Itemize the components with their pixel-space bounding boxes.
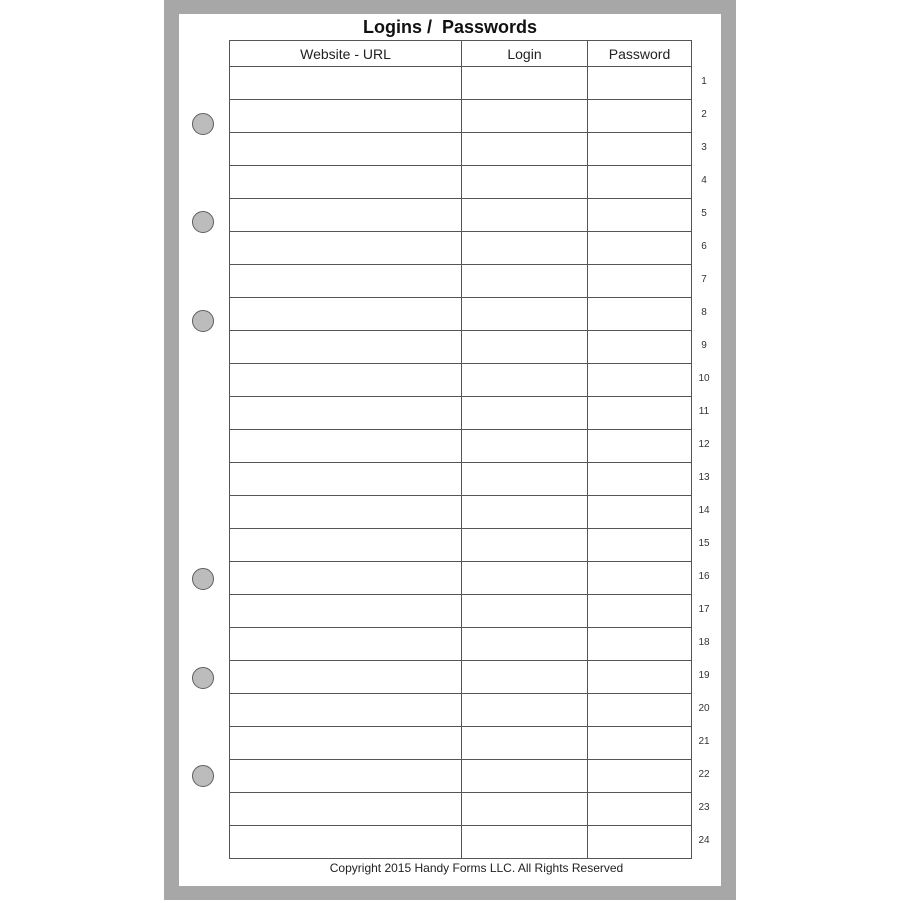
password-cell xyxy=(588,100,692,133)
website-cell xyxy=(230,826,462,859)
table-row xyxy=(230,298,692,331)
binder-hole xyxy=(192,113,214,135)
login-cell xyxy=(462,133,588,166)
login-cell xyxy=(462,826,588,859)
row-number: 13 xyxy=(698,472,710,483)
table-row xyxy=(230,562,692,595)
row-number: 5 xyxy=(701,208,707,219)
row-number: 23 xyxy=(698,802,710,813)
website-cell xyxy=(230,166,462,199)
login-cell xyxy=(462,232,588,265)
website-cell xyxy=(230,331,462,364)
row-number: 8 xyxy=(701,307,707,318)
row-number: 9 xyxy=(701,340,707,351)
password-cell xyxy=(588,430,692,463)
column-header-login: Login xyxy=(462,41,588,67)
table-row xyxy=(230,595,692,628)
password-cell xyxy=(588,661,692,694)
table-row xyxy=(230,496,692,529)
row-number: 7 xyxy=(701,274,707,285)
login-cell xyxy=(462,364,588,397)
website-cell xyxy=(230,100,462,133)
binder-hole xyxy=(192,765,214,787)
row-number: 2 xyxy=(701,109,707,120)
password-cell xyxy=(588,595,692,628)
table-row xyxy=(230,100,692,133)
table-row xyxy=(230,826,692,859)
login-cell xyxy=(462,430,588,463)
login-cell xyxy=(462,661,588,694)
website-cell xyxy=(230,496,462,529)
row-number: 22 xyxy=(698,769,710,780)
row-number: 20 xyxy=(698,703,710,714)
website-cell xyxy=(230,760,462,793)
row-number: 11 xyxy=(698,406,710,417)
row-number: 14 xyxy=(698,505,710,516)
password-cell xyxy=(588,628,692,661)
row-number: 3 xyxy=(701,142,707,153)
website-cell xyxy=(230,199,462,232)
binder-hole xyxy=(192,568,214,590)
website-cell xyxy=(230,133,462,166)
login-cell xyxy=(462,166,588,199)
website-cell xyxy=(230,67,462,100)
row-number: 21 xyxy=(698,736,710,747)
table-row xyxy=(230,331,692,364)
table-row xyxy=(230,661,692,694)
table-row xyxy=(230,364,692,397)
website-cell xyxy=(230,529,462,562)
password-cell xyxy=(588,562,692,595)
website-cell xyxy=(230,562,462,595)
row-number: 1 xyxy=(701,76,707,87)
binder-hole xyxy=(192,211,214,233)
login-cell xyxy=(462,331,588,364)
login-cell xyxy=(462,694,588,727)
website-cell xyxy=(230,793,462,826)
password-cell xyxy=(588,133,692,166)
login-cell xyxy=(462,100,588,133)
row-number: 16 xyxy=(698,571,710,582)
website-cell xyxy=(230,463,462,496)
website-cell xyxy=(230,595,462,628)
table-row xyxy=(230,265,692,298)
password-cell xyxy=(588,265,692,298)
table-row xyxy=(230,133,692,166)
binder-hole xyxy=(192,667,214,689)
password-cell xyxy=(588,760,692,793)
login-cell xyxy=(462,298,588,331)
table-row xyxy=(230,166,692,199)
login-cell xyxy=(462,67,588,100)
copyright-notice: Copyright 2015 Handy Forms LLC. All Rights Reserved xyxy=(329,861,624,875)
website-cell xyxy=(230,232,462,265)
row-number: 18 xyxy=(698,637,710,648)
table-row xyxy=(230,430,692,463)
website-cell xyxy=(230,298,462,331)
row-number: 17 xyxy=(698,604,710,615)
website-cell xyxy=(230,694,462,727)
password-cell xyxy=(588,397,692,430)
password-cell xyxy=(588,166,692,199)
table-row xyxy=(230,793,692,826)
column-header-website: Website - URL xyxy=(230,41,462,67)
table-row xyxy=(230,694,692,727)
website-cell xyxy=(230,661,462,694)
table-row xyxy=(230,529,692,562)
login-cell xyxy=(462,595,588,628)
password-cell xyxy=(588,232,692,265)
binder-hole xyxy=(192,310,214,332)
password-cell xyxy=(588,298,692,331)
login-password-table xyxy=(229,40,692,859)
login-cell xyxy=(462,199,588,232)
table-row xyxy=(230,232,692,265)
row-number: 19 xyxy=(698,670,710,681)
table-row xyxy=(230,199,692,232)
table-row xyxy=(230,727,692,760)
password-cell xyxy=(588,793,692,826)
login-cell xyxy=(462,529,588,562)
column-header-password: Password xyxy=(588,41,692,67)
table-row xyxy=(230,760,692,793)
login-cell xyxy=(462,793,588,826)
row-number: 6 xyxy=(701,241,707,252)
login-cell xyxy=(462,463,588,496)
password-cell xyxy=(588,694,692,727)
table-row xyxy=(230,397,692,430)
row-number: 15 xyxy=(698,538,710,549)
password-cell xyxy=(588,364,692,397)
login-cell xyxy=(462,397,588,430)
password-cell xyxy=(588,496,692,529)
password-cell xyxy=(588,67,692,100)
website-cell xyxy=(230,265,462,298)
login-cell xyxy=(462,727,588,760)
website-cell xyxy=(230,397,462,430)
login-cell xyxy=(462,265,588,298)
table-row xyxy=(230,67,692,100)
website-cell xyxy=(230,430,462,463)
password-cell xyxy=(588,199,692,232)
table-header-row xyxy=(230,41,692,67)
password-cell xyxy=(588,727,692,760)
table-row xyxy=(230,463,692,496)
table-row xyxy=(230,628,692,661)
form-title: Logins / Passwords xyxy=(362,17,538,37)
login-cell xyxy=(462,496,588,529)
website-cell xyxy=(230,727,462,760)
row-number: 10 xyxy=(698,373,710,384)
row-number: 4 xyxy=(701,175,707,186)
row-number: 24 xyxy=(698,835,710,846)
login-cell xyxy=(462,562,588,595)
password-cell xyxy=(588,331,692,364)
password-cell xyxy=(588,463,692,496)
login-cell xyxy=(462,760,588,793)
password-cell xyxy=(588,826,692,859)
website-cell xyxy=(230,628,462,661)
login-cell xyxy=(462,628,588,661)
password-cell xyxy=(588,529,692,562)
row-number: 12 xyxy=(698,439,710,450)
website-cell xyxy=(230,364,462,397)
